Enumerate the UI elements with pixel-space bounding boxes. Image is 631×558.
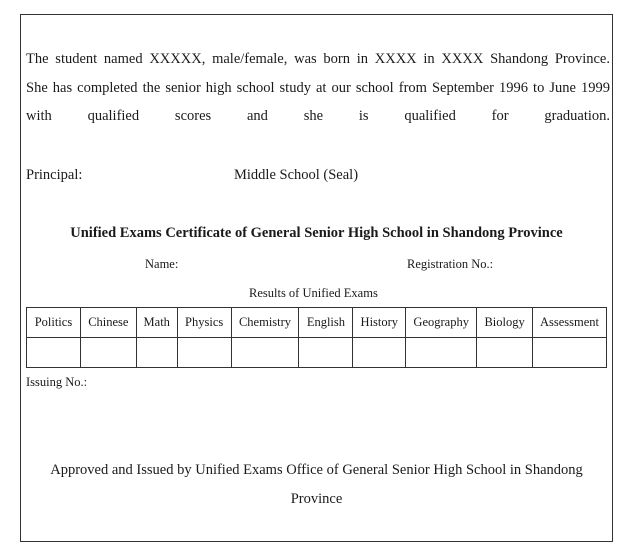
issuing-office-statement: Approved and Issued by Unified Exams Office of General Senior High School in Shandong Province bbox=[50, 462, 583, 507]
subject-header-row bbox=[27, 308, 607, 338]
certificate-statement bbox=[26, 45, 610, 131]
statement-line-2: She has completed the senior high school study at our school from September 1996 to June 1999 bbox=[26, 79, 610, 96]
subject-header: Geography bbox=[406, 308, 477, 338]
results-table bbox=[26, 307, 607, 368]
statement-line-1: The student named XXXXX, male/female, was born in XXXX in XXXX Shandong Province. bbox=[26, 51, 610, 67]
subject-header: Chemistry bbox=[231, 308, 299, 338]
subject-header: Math bbox=[136, 308, 177, 338]
results-heading: Results of Unified Exams bbox=[249, 286, 378, 300]
statement-line-3: with qualified scores and she is qualified for graduation. bbox=[26, 108, 610, 124]
result-cell bbox=[299, 338, 353, 368]
result-cell bbox=[406, 338, 477, 368]
name-label: Name: bbox=[145, 257, 179, 271]
subject-header: Physics bbox=[177, 308, 231, 338]
result-cell bbox=[353, 338, 406, 368]
subject-header: Biology bbox=[477, 308, 533, 338]
exam-certificate-title: Unified Exams Certificate of General Senior High School in Shandong Province bbox=[70, 225, 563, 241]
result-cell bbox=[177, 338, 231, 368]
subject-header: Assessment bbox=[533, 308, 607, 338]
result-cell bbox=[477, 338, 533, 368]
principal-label: Principal: bbox=[26, 167, 83, 183]
result-cell bbox=[80, 338, 136, 368]
subject-header: English bbox=[299, 308, 353, 338]
subject-header: Politics bbox=[27, 308, 81, 338]
school-seal-label: Middle School (Seal) bbox=[234, 167, 359, 183]
result-cell bbox=[533, 338, 607, 368]
subject-header: History bbox=[353, 308, 406, 338]
result-cell bbox=[231, 338, 299, 368]
result-cell bbox=[136, 338, 177, 368]
issuing-number-label: Issuing No.: bbox=[26, 375, 88, 389]
subject-header: Chinese bbox=[80, 308, 136, 338]
result-cell bbox=[27, 338, 81, 368]
registration-number-label: Registration No.: bbox=[407, 257, 494, 271]
results-row bbox=[27, 338, 607, 368]
